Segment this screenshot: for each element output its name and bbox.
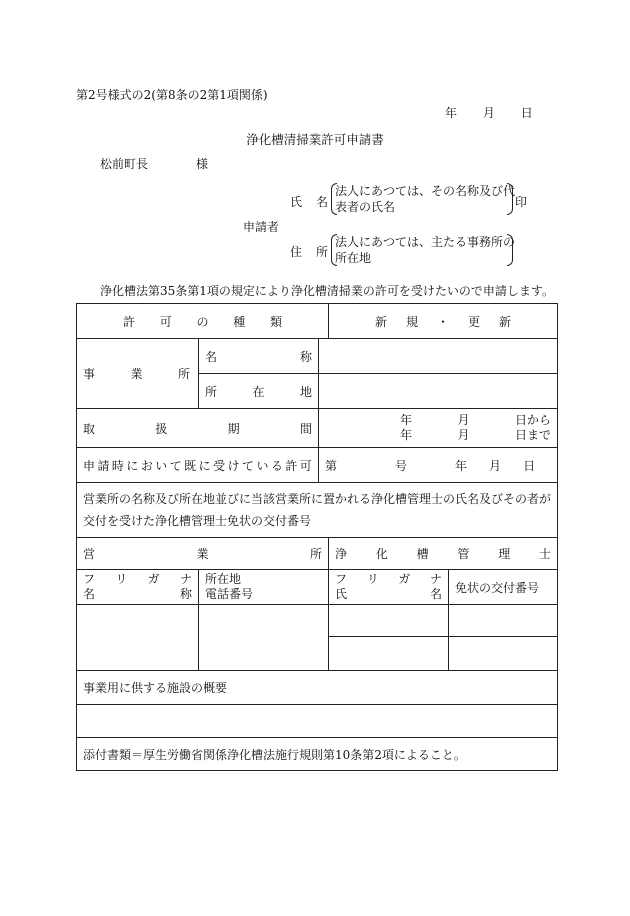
date-month: 月 [482,106,495,120]
address-note [335,234,515,266]
manager-desc-line2: 交付を受けた浄化槽管理士免状の交付番号 [83,514,312,528]
facilities-field[interactable] [77,705,558,738]
application-date [445,104,555,121]
applicant-label: 申請者 [243,220,280,234]
date-day: 日 [520,106,533,120]
attachments-note: 添付書類＝厚生労働省関係浄化槽法施行規則第10条第2項によること。 [77,738,558,771]
branch-furigana-label: フ リ ガ ナ 名 称 [77,570,199,605]
name-note-line2: 表者の氏名 [335,200,396,214]
office-name-field[interactable] [319,339,558,374]
manager-furigana-label: フ リ ガ ナ 氏 名 [329,570,449,605]
permit-date-day: 日 [523,458,536,473]
bracket-right [507,234,513,266]
period-from-day: 日から [515,413,552,427]
office-location-field[interactable] [319,374,558,409]
branch-location-field[interactable] [199,605,329,671]
addressee [100,155,208,172]
form-number: 第2号様式の2(第8条の2第1項関係) [76,88,268,102]
new-renew-label: 新 規 ・ 更 新 [329,304,558,339]
office-name-label: 名 称 [199,339,319,374]
permit-no-suffix: 号 [395,458,408,473]
addressee-suffix: 様 [196,157,209,171]
manager-name-field-2[interactable] [329,637,449,671]
branch-location-label [199,570,329,605]
name-label: 氏名 [290,195,343,209]
permit-date-year: 年 [455,458,468,473]
address-note-line1: 法人にあつては、主たる事務所の [335,235,516,249]
facilities-label: 事業用に供する施設の概要 [77,671,558,705]
period-from-year: 年 [400,413,413,427]
address-label: 住所 [290,245,343,259]
existing-permit-label: 申 請 時 に お い て 既 に 受 け て い る 許 可 [77,448,319,483]
period-label: 取 扱 期 間 [77,409,319,448]
phone-label: 電話番号 [205,587,254,601]
period-field[interactable] [319,409,558,448]
office-label: 事 業 所 [77,339,199,409]
permit-no-prefix: 第 [325,458,338,473]
seal-mark: 印 [515,195,528,209]
page-title: 浄化槽清掃業許可申請書 [246,132,384,147]
office-location-label: 所 在 地 [199,374,319,409]
existing-permit-field[interactable] [319,448,558,483]
location-label: 所在地 [205,572,242,586]
bracket-right [507,183,513,215]
addressee-name: 松前町長 [100,157,149,171]
manager-name-field[interactable] [329,605,449,637]
period-from [325,413,551,428]
period-from-month: 月 [457,413,470,427]
branch-header: 営 業 所 [77,538,329,570]
application-table [76,303,558,771]
name-note-line1: 法人にあつては、その名称及び代 [335,184,516,198]
branch-name-field[interactable] [77,605,199,671]
license-no-field[interactable] [449,605,558,637]
license-no-label: 免状の交付番号 [449,570,558,605]
address-note-line2: 所在地 [335,251,372,265]
permit-date-month: 月 [489,458,502,473]
period-to-day: 日まで [515,428,552,442]
period-to [325,428,551,443]
period-to-month: 月 [457,428,470,442]
license-no-field-2[interactable] [449,637,558,671]
date-year: 年 [445,106,458,120]
manager-desc-line1: 営業所の名称及び所在地並びに当該営業所に置かれる浄化槽管理士の氏名及びその者が [83,492,552,506]
permit-type-label: 許 可 の 種 類 [77,304,329,339]
manager-header: 浄 化 槽 管 理 士 [329,538,558,570]
period-to-year: 年 [400,428,413,442]
application-statement: 浄化槽法第35条第1項の規定により浄化槽清掃業の許可を受けたいので申請します。 [100,284,554,298]
name-note [335,183,515,215]
manager-description [77,483,558,538]
